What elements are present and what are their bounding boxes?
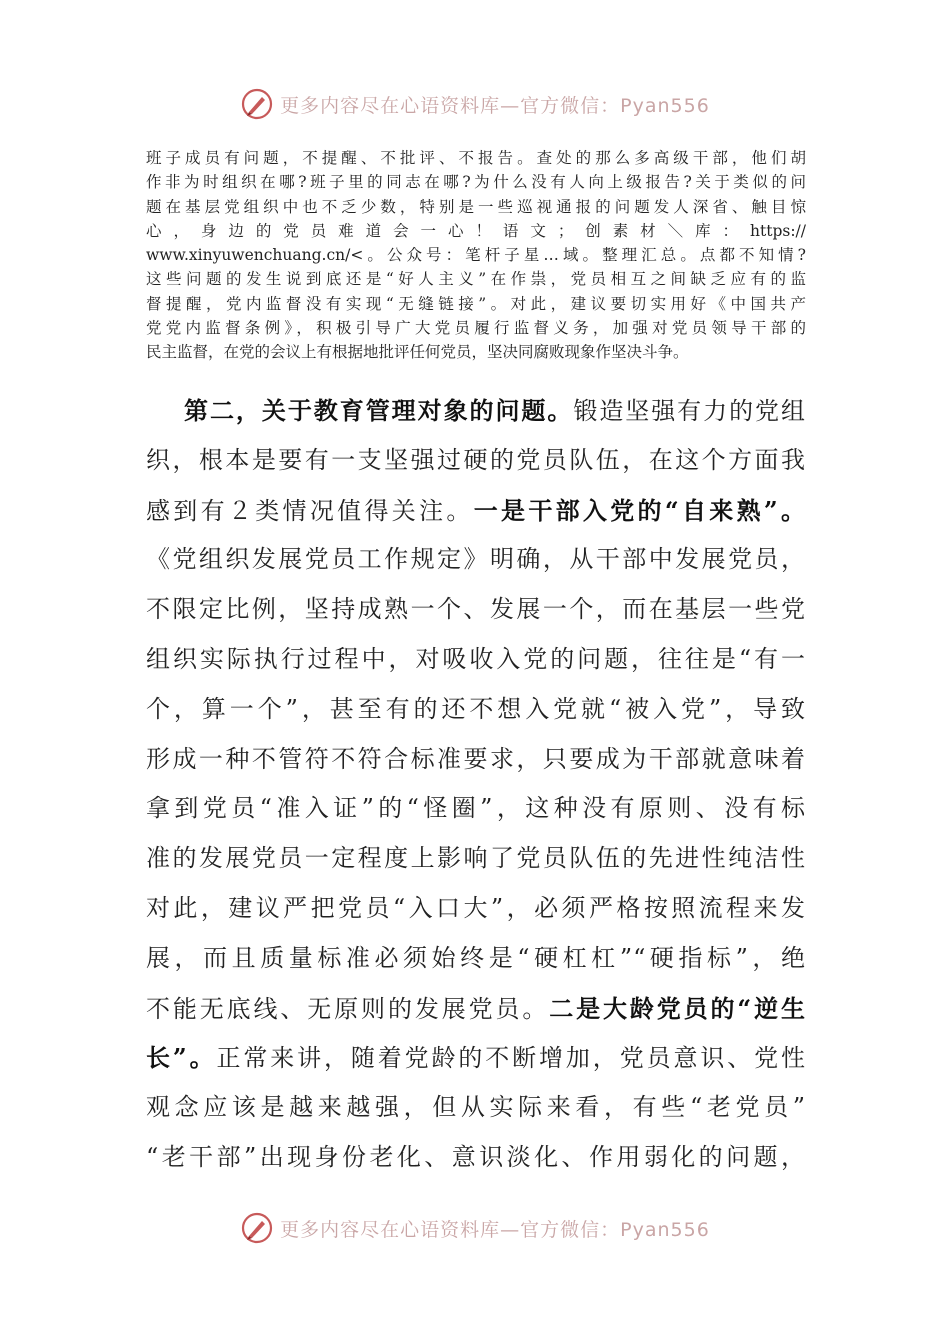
header-wechat-id: Pyan556 <box>620 94 710 117</box>
small-paragraph <box>146 146 806 365</box>
small-line: 党党内监督条例》，积极引导广大党员履行监督义务，加强对党员领导干部的 <box>146 319 806 338</box>
main-line: 拿到党员“准入证”的“怪圈”，这种没有原则、没有标 <box>146 794 806 823</box>
small-line: 督提醒，党内监督没有实现“无缝链接”。对此，建议要切实用好《中国共产 <box>146 294 806 313</box>
footer-banner <box>0 1208 950 1248</box>
pen-logo-icon <box>240 87 274 121</box>
small-line: www.xinyuwenchuang.cn/<。公众号：笔杆子星…域。整理汇总。点都不知情? <box>146 246 806 265</box>
point-two-heading-end: 长”。 <box>146 1043 217 1073</box>
small-line: 题在基层党组织中也不乏少数，特别是一些巡视通报的问题发人深省、触目惊 <box>146 197 806 216</box>
main-line: 织，根本是要有一支坚强过硬的党员队伍，在这个方面我 <box>146 445 806 474</box>
footer-banner-text: 更多内容尽在心语资料库—官方微信：Pyan556 <box>280 1218 710 1241</box>
main-line: 对此，建议严把党员“入口大”，必须严格按照流程来发 <box>146 893 806 922</box>
main-line: 形成一种不管符不符合标准要求，只要成为干部就意味着 <box>146 744 806 773</box>
main-line: 感到有２类情况值得关注。一是干部入党的“自来熟”。 <box>146 495 806 525</box>
main-line: 个，算一个”，甚至有的还不想入党就“被入党”，导致 <box>146 694 806 723</box>
small-line: 班子成员有问题，不提醒、不批评、不报告。查处的那么多高级干部，他们胡 <box>146 149 806 167</box>
main-line: “老干部”出现身份老化、意识淡化、作用弱化的问题， <box>146 1142 806 1171</box>
main-line: 长”。正常来讲，随着党龄的不断增加，党员意识、党性 <box>146 1043 806 1073</box>
main-line: 组织实际执行过程中，对吸收入党的问题，往往是“有一 <box>146 644 806 673</box>
pen-logo-icon <box>240 1211 274 1245</box>
header-banner-text: 更多内容尽在心语资料库—官方微信：Pyan556 <box>280 94 710 117</box>
main-paragraph <box>146 386 806 1183</box>
small-line: 心，身边的党员难道会一心！语文；创素材＼库：https:// <box>146 221 806 240</box>
main-line: 《党组织发展党员工作规定》明确，从干部中发展党员， <box>146 545 806 574</box>
small-line: 这些问题的发生说到底还是“好人主义”在作祟，党员相互之间缺乏应有的监 <box>146 270 806 289</box>
footer-wechat-id: Pyan556 <box>620 1218 710 1241</box>
point-one-heading: 一是干部入党的“自来熟”。 <box>473 495 806 525</box>
small-line: 民主监督，在党的会议上有根据地批评任何党员，坚决同腐败现象作坚决斗争。 <box>146 343 689 362</box>
header-banner <box>0 84 950 124</box>
section-heading: 第二，关于教育管理对象的问题。 <box>184 396 574 425</box>
main-line: 不限定比例，坚持成熟一个、发展一个，而在基层一些党 <box>146 595 806 624</box>
main-line: 第二，关于教育管理对象的问题。锻造坚强有力的党组 <box>184 396 806 425</box>
main-line: 不能无底线、无原则的发展党员。二是大龄党员的“逆生 <box>146 993 806 1023</box>
point-two-heading: 二是大龄党员的“逆生 <box>549 993 806 1023</box>
main-line: 准的发展党员一定程度上影响了党员队伍的先进性纯洁性 <box>146 844 806 873</box>
small-line: 作非为时组织在哪?班子里的同志在哪?为什么没有人向上级报告?关于类似的问 <box>146 173 806 192</box>
main-line: 展，而且质量标准必须始终是“硬杠杠”“硬指标”，绝 <box>146 943 806 972</box>
main-line: 观念应该是越来越强，但从实际来看，有些“老党员” <box>146 1093 806 1122</box>
